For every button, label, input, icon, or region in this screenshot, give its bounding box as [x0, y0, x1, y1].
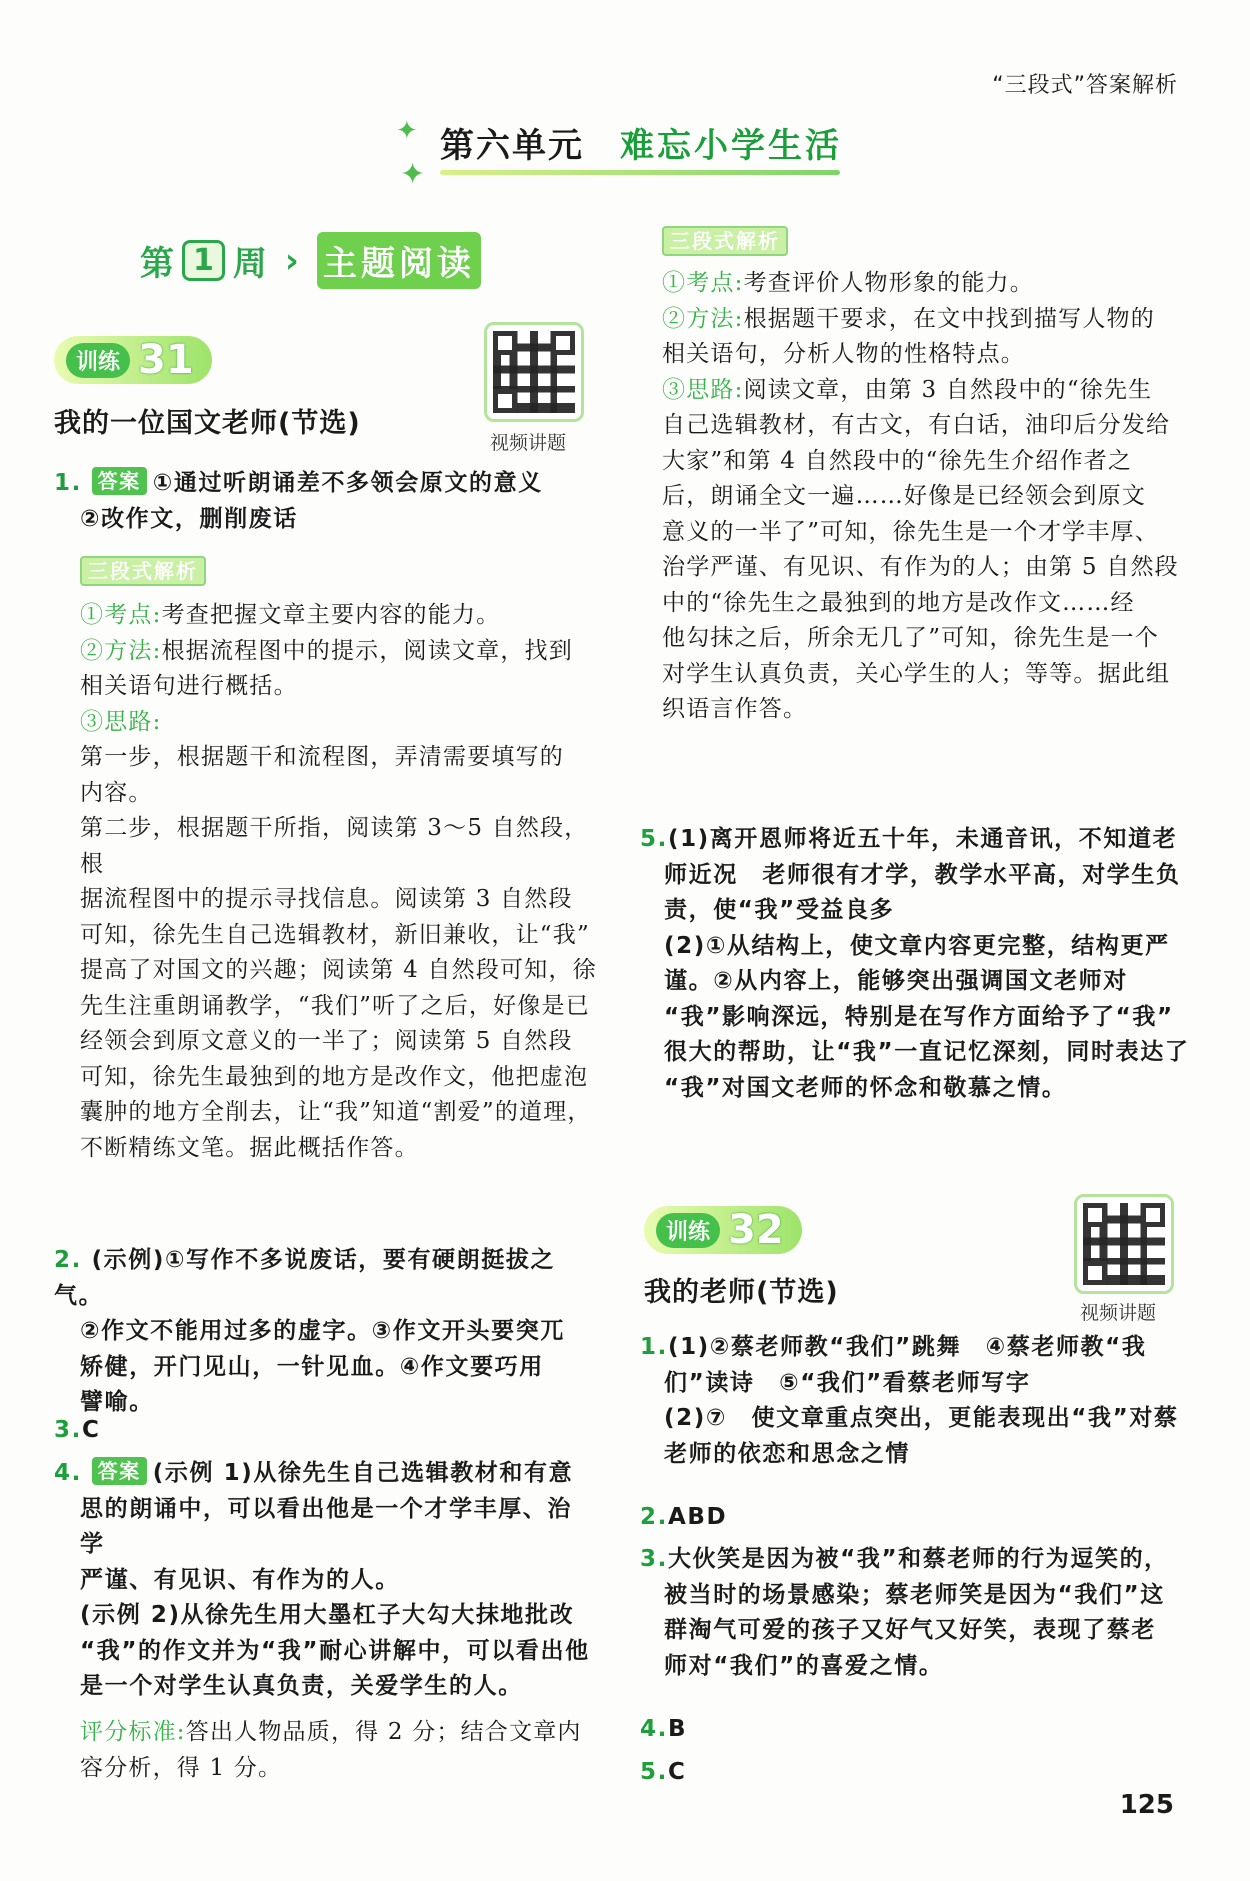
unit-underline — [440, 170, 840, 175]
thought-line: 先生注重朗诵教学，“我们”听了之后，好像是已 — [80, 992, 590, 1019]
thought-line: 囊肿的地方全削去，让“我”知道“割爱”的道理， — [80, 1099, 592, 1125]
sparkle-icon: ✦ — [396, 116, 418, 146]
point-label: ①考点: — [80, 602, 162, 628]
qr-code-icon[interactable] — [484, 322, 584, 422]
unit-number: 第六单元 — [440, 126, 584, 166]
qr-code-icon[interactable] — [1074, 1194, 1174, 1294]
training-label: 训练 — [66, 343, 130, 378]
article-title: 我的老师(节选) — [644, 1277, 839, 1308]
method-text: 相关语句进行概括。 — [80, 673, 298, 699]
training-number: 32 — [728, 1207, 784, 1253]
week-heading — [140, 232, 481, 289]
question-2: 2. (示例)①写作不多说废话，要有硬朗挺拔之气。 ②作文不能用过多的虚字。③作文开头要突兀 矫健，开门见山，一针见血。④作文要巧用 譬喻。 — [54, 1247, 565, 1415]
b-question-3: 3.大伙笑是因为被“我”和蔡老师的行为逗笑的， 被当时的场景感染；蔡老师笑是因为“我们”这 群淘气可爱的孩子又好气又好笑，表现了蔡老 师对“我们”的喜爱之情。 — [640, 1546, 1169, 1679]
thought-line: 经领会到原文意义的一半了；阅读第 5 自然段 — [80, 1028, 573, 1054]
qr-caption: 视频讲题 — [1080, 1302, 1157, 1324]
thought-label: ③思路: — [80, 708, 162, 735]
page-number: 125 — [1119, 1790, 1174, 1820]
unit-heading — [440, 118, 842, 167]
thought-line: 提高了对国文的兴趣；阅读第 4 自然段可知，徐 — [80, 957, 597, 983]
thought-line: 据流程图中的提示寻找信息。阅读第 3 自然段 — [80, 886, 573, 912]
thought-line: 可知，徐先生最独到的地方是改作文，他把虚泡 — [80, 1063, 589, 1090]
analysis-badge: 三段式解析 — [80, 556, 206, 586]
unit-name: 难忘小学生活 — [620, 126, 842, 166]
week-number: 1 — [182, 240, 225, 281]
method-label: ②方法: — [80, 637, 162, 664]
analysis-heading — [662, 226, 788, 256]
b-question-1: 1.(1)②蔡老师教“我们”跳舞 ④蔡老师教“我 们”读诗 ⑤“我们”看蔡老师写字 (2)⑦ 使文章重点突出，更能表现出“我”对蔡 老师的依恋和思念之情 — [640, 1334, 1179, 1467]
thought-line: 不断精练文笔。据此概括作答。 — [80, 1134, 419, 1161]
answer-text: ②改作文，删削废话 — [80, 505, 298, 532]
analysis-badge: 三段式解析 — [662, 226, 788, 256]
analysis-body — [80, 598, 600, 1166]
b-question-2: 2.ABD — [640, 1504, 728, 1530]
training-31-badge — [54, 336, 212, 384]
question-4: 4. 答案 (示例 1)从徐先生自己选辑教材和有意 思的朗诵中，可以看出他是一个才学丰厚、治学 严谨、有见识、有作为的人。 (示例 2)从徐先生用大墨杠子大勾大抹地批改 “我”的作文并为“我”耐心讲解中，可以看出他 是一个对学生认真负责，关爱学生的人。 — [54, 1459, 590, 1699]
article-title: 我的一位国文老师(节选) — [54, 408, 361, 439]
b-question-4: 4.B — [640, 1716, 688, 1742]
chevron-right-icon: › — [284, 240, 299, 281]
question-5: 5.(1)离开恩师将近五十年，未通音讯，不知道老 师近况 老师很有才学，教学水平高，对学生负 责，使“我”受益良多 (2)①从结构上，使文章内容更完整，结构更严 谨。②从内容上，能够突出强调国文老师对 “我”影响深远，特别是在写作方面给予了“我” 很大的帮助，让“我”一直记忆深刻，同时表达了 “我”对国文老师的怀念和敬慕之情。 — [640, 826, 1190, 1101]
week-suffix: 周 — [232, 244, 267, 284]
sparkle-icon: ✦ — [400, 157, 426, 192]
analysis-body: ①考点:考查评价人物形象的能力。 ②方法:根据题干要求，在文中找到描写人物的 相关语句，分析人物的性格特点。 ③思路:阅读文章，由第 3 自然段中的“徐先生 自己选辑教材，有古文，有白话，油印后分发给 大家”和第 4 自然段中的“徐先生介绍作者之 后，朗诵全文一遍……好像是已经领会到原文 意义的一半了”可知，徐先生是一个才学丰厚、 治学严谨、有见识、有作为的人；由第 5 自然段 中的“徐先生之最独到的地方是改作文……经 他勾抹之后，所余无几了”可知，徐先生是一个 对学生认真负责，关心学生的人；等等。据此组 织语言作答。 — [662, 270, 1179, 722]
scoring-criteria: 评分标准:答出人物品质，得 2 分；结合文章内 容分析，得 1 分。 — [80, 1719, 582, 1781]
question-1: 1. 答案 ①通过听朗诵差不多领会原文的意义 ②改作文，删削废话 — [54, 469, 543, 532]
analysis-heading — [80, 556, 206, 586]
answer-tag: 答案 — [92, 467, 147, 495]
thought-line: 可知，徐先生自己选辑教材，新旧兼收，让“我” — [80, 921, 590, 948]
method-text: 根据流程图中的提示，阅读文章，找到 — [161, 637, 573, 664]
point-text: 考查把握文章主要内容的能力。 — [161, 602, 501, 628]
training-label: 训练 — [656, 1213, 720, 1248]
week-prefix: 第 — [140, 244, 174, 284]
training-number: 31 — [138, 337, 194, 383]
training-32-badge — [644, 1206, 802, 1254]
qr-caption: 视频讲题 — [490, 432, 567, 454]
thought-line: 内容。 — [80, 779, 153, 806]
thought-line: 第二步，根据题干所指，阅读第 3～5 自然段，根 — [80, 815, 589, 877]
score-label: 评分标准: — [80, 1719, 186, 1745]
thought-line: 第一步，根据题干和流程图，弄清需要填写的 — [80, 744, 564, 770]
answer-text: ①通过听朗诵差不多领会原文的意义 — [152, 470, 543, 496]
series-title: “三段式”答案解析 — [992, 73, 1178, 98]
topic-label: 主题阅读 — [317, 232, 481, 289]
b-question-5: 5.C — [640, 1759, 687, 1785]
question-3: 3.C — [54, 1417, 101, 1443]
answer-tag: 答案 — [92, 1457, 147, 1485]
